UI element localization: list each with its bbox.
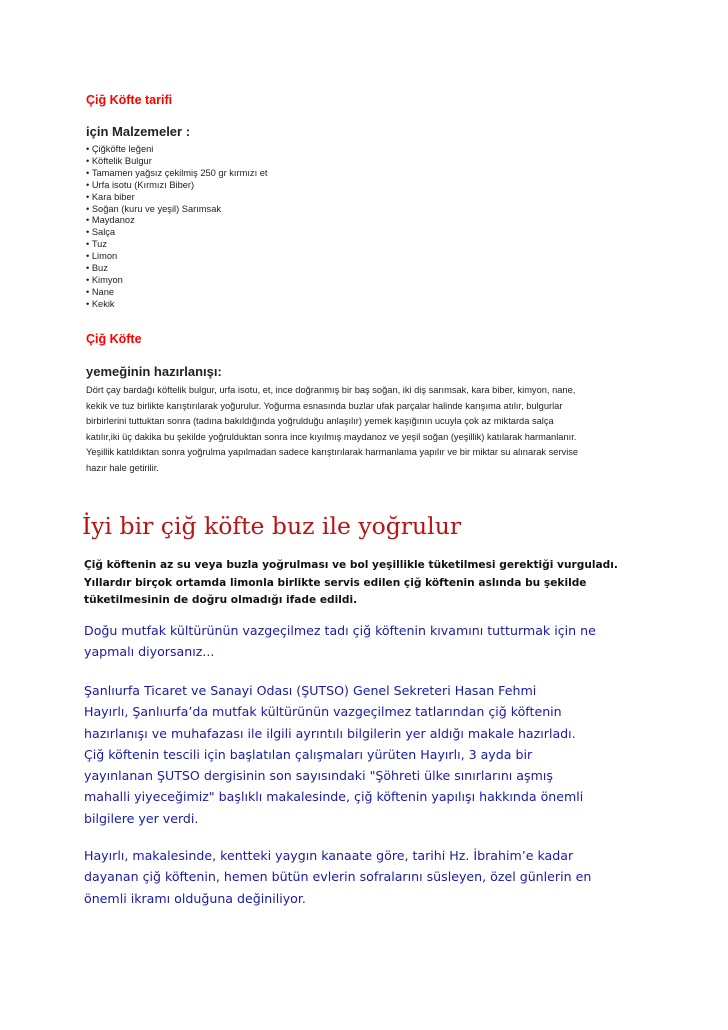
paragraph-line: Doğu mutfak kültürünün vazgeçilmez tadı çiğ köftenin kıvamını tutturmak için ne	[84, 623, 596, 638]
preparation-heading: yemeğinin hazırlanışı:	[86, 364, 222, 379]
article-paragraph-3	[84, 845, 650, 909]
ingredient-item: • Urfa isotu (Kırmızı Biber)	[86, 180, 268, 192]
paragraph-line: Hayırlı, Şanlıurfa’da mutfak kültürünün vazgeçilmez tatlarından çiğ köftenin	[84, 704, 562, 720]
preparation-line: birbirlerini tuttuktan sonra (tadına bakıldığında yoğrulduğu anlaşılır) yemek kaşığının ucuyla çok az miktarda salça	[86, 416, 554, 426]
ingredient-item: • Kimyon	[86, 275, 268, 287]
ingredient-item: • Tamamen yağsız çekilmiş 250 gr kırmızı et	[86, 168, 268, 180]
lead-line: Yıllardır birçok ortamda limonla birlikte servis edilen çiğ köftenin aslında bu şekilde	[84, 576, 587, 589]
second-title: Çiğ Köfte	[86, 332, 142, 346]
paragraph-line: Şanlıurfa Ticaret ve Sanayi Odası (ŞUTSO) Genel Sekreteri Hasan Fehmi	[84, 683, 537, 698]
ingredients-list	[86, 144, 268, 311]
ingredient-item: • Soğan (kuru ve yeşil) Sarımsak	[86, 204, 268, 216]
paragraph-line: mahalli yiyeceğimiz" başlıklı makalesinde, çiğ köftenin yapılışı hakkında önemli	[84, 789, 584, 805]
lead-line: Çiğ köftenin az su veya buzla yoğrulması ve bol yeşillikle tüketilmesi gerektiği vurguladı.	[84, 559, 618, 571]
preparation-line: kekik ve tuz birlikte karıştırılarak yoğurulur. Yoğurma esnasında buzlar ufak parçalar halinde karışıma atılır, bulgurlar	[86, 400, 563, 411]
preparation-line: katılır,iki üç dakika bu şekilde yoğrulduktan sonra ince kıyılmış maydanoz ve yeşil soğan (yeşillik) katılarak harmanlanır.	[86, 431, 577, 442]
recipe-title: Çiğ Köfte tarifi	[86, 93, 173, 107]
ingredient-item: • Salça	[86, 227, 268, 239]
paragraph-line: bilgilere yer verdi.	[84, 810, 199, 826]
article-headline: İyi bir çiğ köfte buz ile yoğrulur	[82, 512, 462, 540]
ingredients-heading: için Malzemeler :	[86, 124, 191, 139]
paragraph-line: Hayırlı, makalesinde, kentteki yaygın kanaate göre, tarihi Hz. İbrahim’e kadar	[84, 848, 574, 863]
paragraph-line: önemli ikramı olduğuna değiniliyor.	[84, 890, 306, 906]
ingredient-item: • Kekik	[86, 299, 268, 311]
preparation-line: Yeşillik katıldıktan sonra yoğrulma yapılmadan sadece karıştırılarak harmanlama yapılır ve bir miktar su alınarak servise	[86, 447, 579, 457]
preparation-line: hazır hale getirilir.	[86, 462, 159, 473]
preparation-text	[86, 383, 646, 476]
article-paragraph-1	[84, 620, 650, 663]
ingredient-item: • Tuz	[86, 239, 268, 251]
article-lead	[84, 557, 650, 610]
ingredient-item: • Kara biber	[86, 192, 268, 204]
lead-line: tüketilmesinin de doğru olmadığı ifade edildi.	[84, 594, 358, 606]
ingredient-item: • Buz	[86, 263, 268, 275]
ingredient-item: • Nane	[86, 287, 268, 299]
ingredient-item: • Maydanoz	[86, 215, 268, 227]
ingredient-item: • Çiğköfte leğeni	[86, 144, 268, 156]
preparation-line: Dört çay bardağı köftelik bulgur, urfa isotu, et, ince doğranmış bir baş soğan, iki diş sarımsak, kara biber, kimyon, nane,	[86, 385, 576, 395]
paragraph-line: Çiğ köftenin tescili için başlatılan çalışmaları yürüten Hayırlı, 3 ayda bir	[84, 746, 533, 762]
paragraph-line: dayanan çiğ köftenin, hemen bütün evlerin sofralarını süsleyen, özel günlerin en	[84, 869, 592, 885]
article-paragraph-2	[84, 680, 650, 829]
paragraph-line: yapmalı diyorsanız...	[84, 644, 215, 660]
ingredient-item: • Limon	[86, 251, 268, 263]
paragraph-line: yayınlanan ŞUTSO dergisinin son sayısındaki "Şöhreti ülke sınırlarını aşmış	[84, 768, 553, 784]
paragraph-line: hazırlanışı ve muhafazası ile ilgili ayrıntılı bilgilerin yer aldığı makale hazırladı.	[84, 725, 576, 741]
ingredient-item: • Köftelik Bulgur	[86, 156, 268, 168]
